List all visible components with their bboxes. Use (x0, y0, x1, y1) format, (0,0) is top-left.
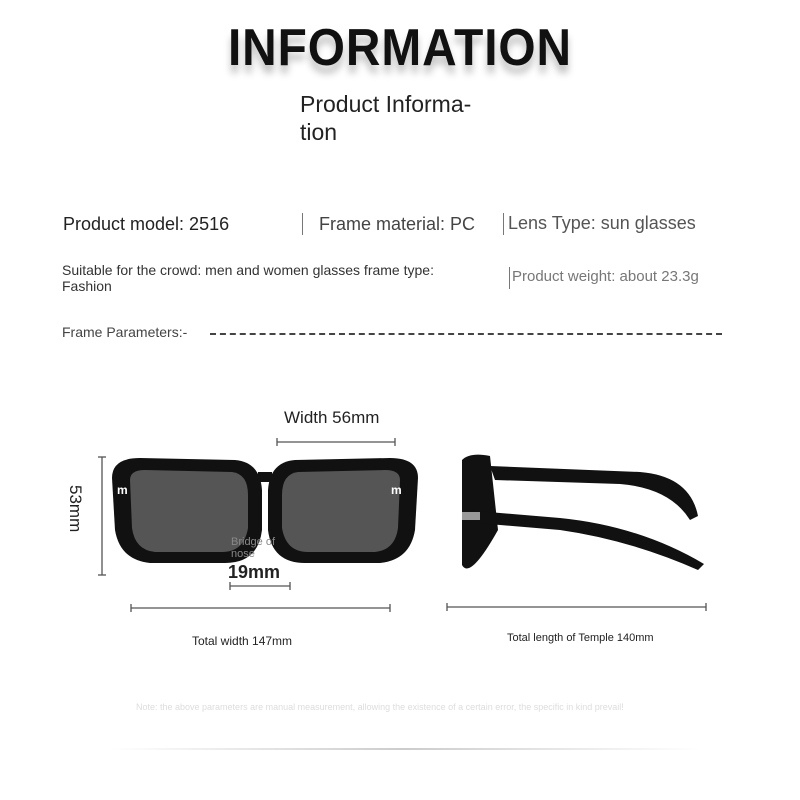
svg-text:m: m (391, 483, 402, 497)
bottom-divider (110, 748, 700, 750)
frame-parameters: Frame Parameters:- (62, 324, 188, 340)
measurement-note: Note: the above parameters are manual measurement, allowing the existence of a certain error, the specific in kind prevail! (136, 702, 624, 712)
divider (509, 267, 510, 289)
divider (503, 213, 504, 235)
bridge-width: 19mm (228, 562, 281, 582)
lens-type: Lens Type: sun glasses (508, 213, 696, 233)
temple-length: Total length of Temple 140mm (507, 632, 654, 644)
lens-width: Width 56mm (284, 408, 380, 427)
subtitle: Product Informa-tion (300, 91, 472, 145)
total-width: Total width 147mm (192, 634, 293, 648)
page-title: INFORMATION (227, 19, 573, 77)
side-view-glasses (462, 455, 704, 570)
divider (302, 213, 303, 235)
frame-material: Frame material: PC (319, 214, 476, 234)
product-weight: Product weight: about 23.3g (512, 268, 699, 285)
dashed-divider (210, 333, 722, 335)
suitable-crowd: Suitable for the crowd: men and women glasses frame type: Fashion (62, 262, 434, 294)
svg-text:m: m (117, 483, 128, 497)
lens-height: 53mm (66, 485, 85, 533)
product-model: Product model: 2516 (63, 214, 230, 234)
glasses-illustration (0, 380, 800, 640)
bridge-label: Bridge of nose (231, 536, 276, 560)
